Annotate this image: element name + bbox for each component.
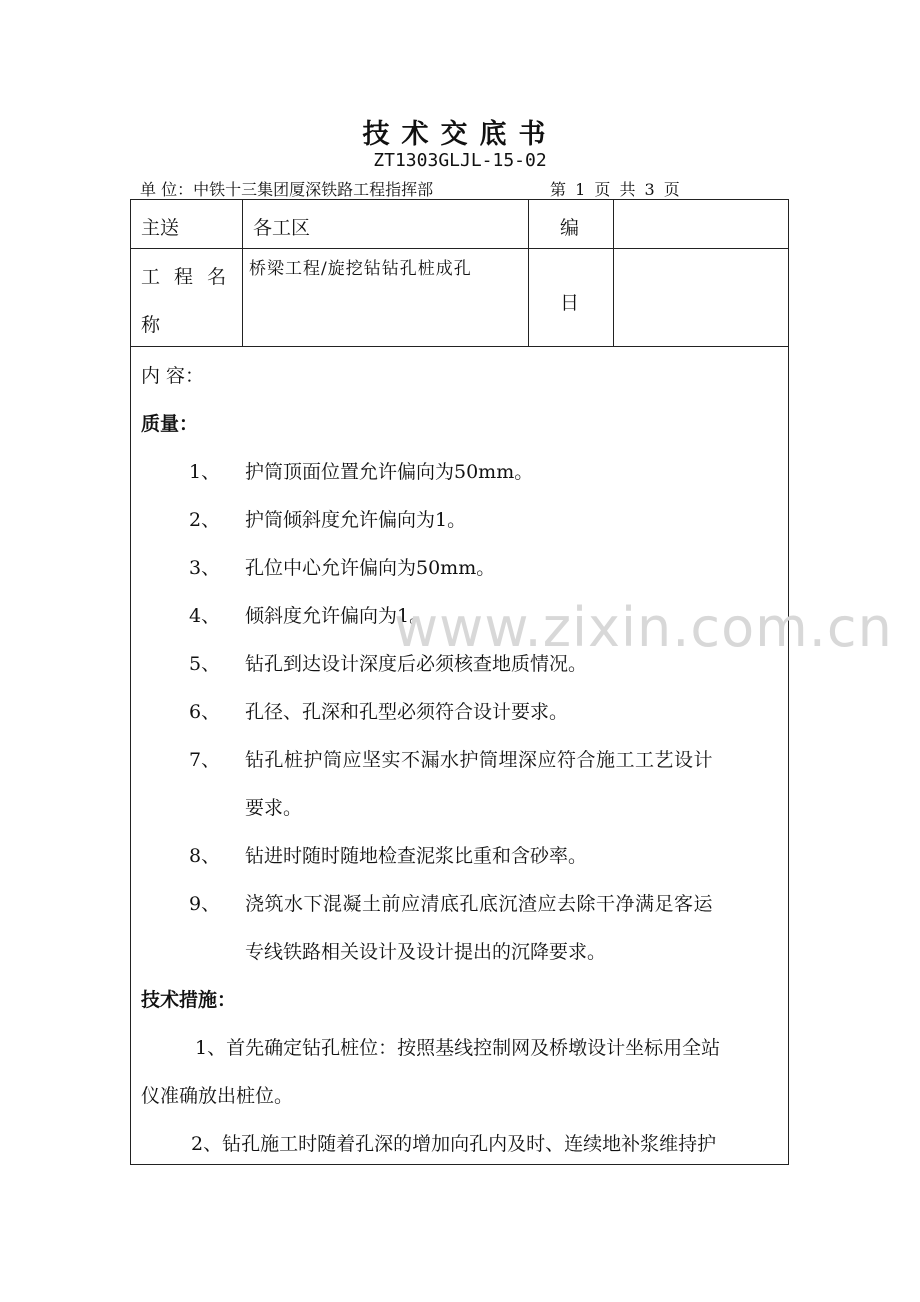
send-value: 各工区 <box>253 217 311 239</box>
unit-line: 单 位：中铁十三集团厦深铁路工程指挥部 <box>140 180 434 199</box>
column-divider <box>613 200 614 346</box>
watermark-text: www.zixin.com.cn <box>394 596 893 659</box>
row-divider <box>131 248 788 249</box>
column-divider <box>528 200 529 346</box>
project-label-line1: 工 程 名 <box>141 266 227 288</box>
list-item-continuation: 要求。 <box>245 797 303 819</box>
date-label: 日 <box>560 292 580 314</box>
measure-2-line1: 2、钻孔施工时随着孔深的增加向孔内及时、连续地补浆维持护 <box>191 1133 717 1155</box>
list-item: 浇筑水下混凝土前应清底孔底沉渣应去除干净满足客运 <box>245 893 714 915</box>
list-item-number: 1、 <box>189 461 221 483</box>
list-item-continuation: 专线铁路相关设计及设计提出的沉降要求。 <box>245 941 607 963</box>
quality-heading: 质量： <box>141 413 199 435</box>
document-title: 技术交底书 <box>362 119 558 150</box>
list-item: 孔径、孔深和孔型必须符合设计要求。 <box>245 701 569 723</box>
form-table <box>130 199 789 1165</box>
content-label: 内 容： <box>141 365 205 387</box>
list-item-number: 8、 <box>189 845 221 867</box>
column-divider <box>242 200 243 346</box>
list-item-number: 5、 <box>189 653 221 675</box>
list-item-number: 4、 <box>189 605 221 627</box>
list-item-number: 3、 <box>189 557 221 579</box>
measures-heading: 技术措施： <box>141 989 237 1011</box>
project-value: 桥梁工程/旋挖钻钻孔桩成孔 <box>249 259 472 279</box>
compile-label: 编 <box>560 217 580 239</box>
list-item-number: 6、 <box>189 701 221 723</box>
measure-1-line1: 1、首先确定钻孔桩位：按照基线控制网及桥墩设计坐标用全站 <box>195 1037 721 1059</box>
row-divider <box>131 346 788 347</box>
list-item: 孔位中心允许偏向为50mm。 <box>245 557 496 579</box>
list-item: 钻孔到达设计深度后必须核查地质情况。 <box>245 653 588 675</box>
list-item: 护筒倾斜度允许偏向为1。 <box>245 509 467 531</box>
list-item: 护筒顶面位置允许偏向为50mm。 <box>245 461 534 483</box>
document-number: ZT1303GLJL-15-02 <box>373 150 547 171</box>
list-item: 钻孔桩护筒应坚实不漏水护筒埋深应符合施工工艺设计 <box>245 749 714 771</box>
list-item-number: 9、 <box>189 893 221 915</box>
page-info: 第 1 页 共 3 页 <box>550 180 680 199</box>
list-item-number: 7、 <box>189 749 221 771</box>
send-label: 主送 <box>141 217 180 239</box>
measure-1-line2: 仪准确放出桩位。 <box>141 1085 294 1107</box>
list-item-number: 2、 <box>189 509 221 531</box>
list-item: 钻进时随时随地检查泥浆比重和含砂率。 <box>245 845 588 867</box>
list-item: 倾斜度允许偏向为1。 <box>245 605 429 627</box>
project-label-line2: 称 <box>141 314 161 336</box>
